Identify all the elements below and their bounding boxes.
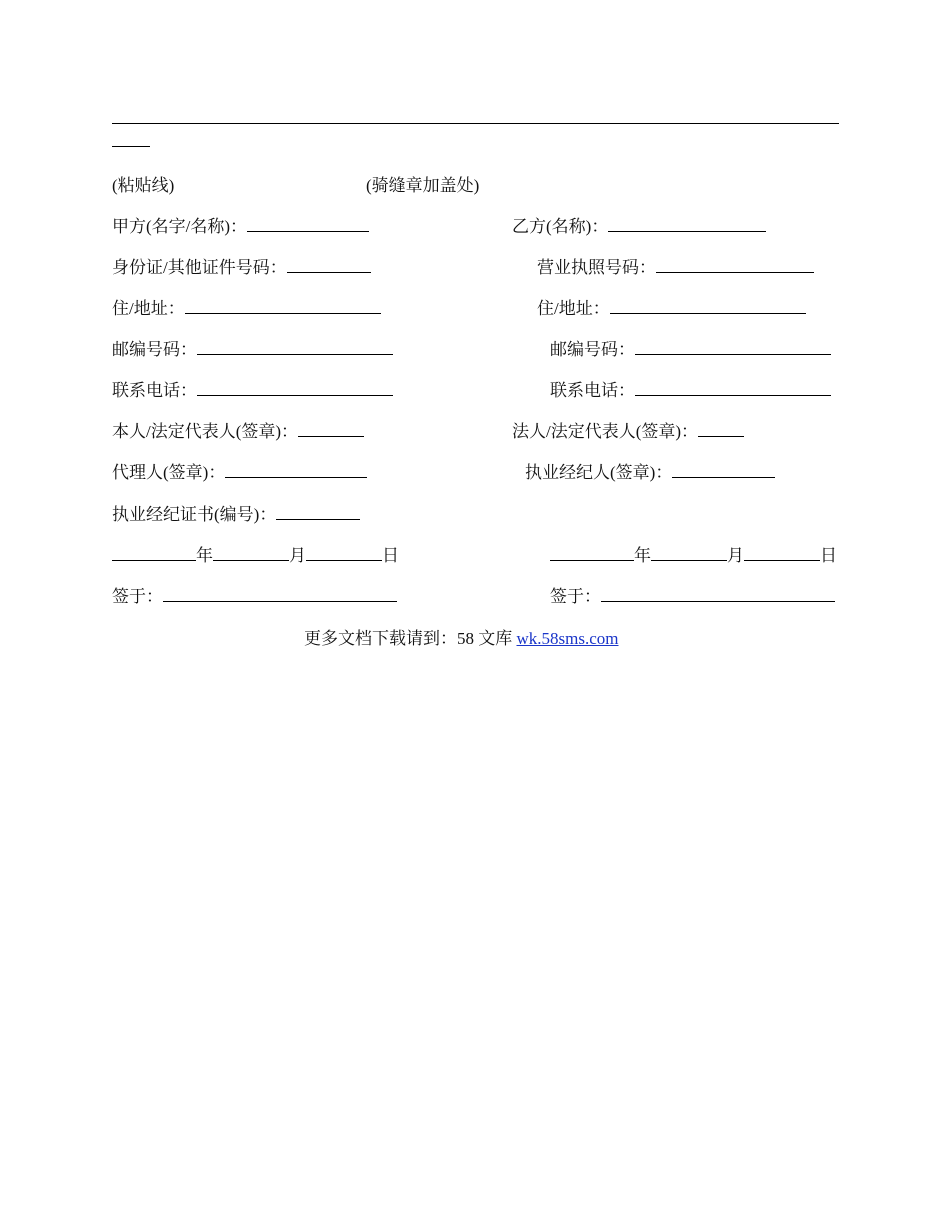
party-a-phone-field: [112, 380, 393, 402]
paste-line-label: (粘贴线): [112, 176, 175, 195]
party-a-cert-label: 执业经纪证书(编号)：: [112, 505, 277, 524]
party-b-broker-blank[interactable]: [672, 463, 775, 478]
party-b-license-field: [537, 257, 814, 279]
party-b-address-label: 住/地址：: [537, 299, 610, 318]
party-b-broker-field: [525, 462, 775, 484]
party-a-rep-blank[interactable]: [298, 422, 364, 437]
party-b-name-label: 乙方(名称)：: [512, 217, 609, 236]
party-b-postcode-blank[interactable]: [635, 340, 831, 355]
party-a-name-label: 甲方(名字/名称)：: [112, 217, 248, 236]
party-b-day-blank[interactable]: [744, 546, 820, 561]
party-a-phone-label: 联系电话：: [112, 381, 197, 400]
party-b-postcode-label: 邮编号码：: [550, 340, 635, 359]
party-a-phone-blank[interactable]: [197, 381, 393, 396]
party-b-postcode-field: [550, 339, 831, 361]
party-a-cert-field: [112, 504, 360, 526]
party-b-phone-field: [550, 380, 831, 402]
party-a-day-label: 日: [382, 546, 399, 565]
party-a-month-label: 月: [289, 546, 306, 565]
party-a-agent-label: 代理人(签章)：: [112, 463, 226, 482]
party-a-rep-label: 本人/法定代表人(签章)：: [112, 422, 299, 441]
party-a-agent-field: [112, 462, 367, 484]
party-b-name-field: [512, 216, 766, 238]
party-b-rep-field: [512, 421, 744, 443]
party-b-month-label: 月: [727, 546, 744, 565]
party-b-date-field: [550, 545, 837, 567]
party-b-license-blank[interactable]: [656, 258, 814, 273]
party-b-address-field: [537, 298, 806, 320]
footer-text: 更多文档下载请到：58 文库: [304, 629, 517, 648]
party-a-postcode-blank[interactable]: [197, 340, 393, 355]
party-a-id-blank[interactable]: [287, 258, 371, 273]
party-b-phone-blank[interactable]: [635, 381, 831, 396]
paste-rule-line-continuation: [112, 146, 150, 147]
party-a-date-field: [112, 545, 399, 567]
party-b-license-label: 营业执照号码：: [537, 258, 656, 277]
party-a-signed-at-field: [112, 586, 397, 608]
party-a-name-blank[interactable]: [247, 217, 369, 232]
party-a-postcode-label: 邮编号码：: [112, 340, 197, 359]
party-a-signed-at-blank[interactable]: [163, 587, 397, 602]
party-b-year-blank[interactable]: [550, 546, 634, 561]
paste-rule-line: [112, 123, 839, 124]
footer-note: [304, 628, 724, 650]
party-b-signed-at-field: [550, 586, 835, 608]
party-b-signed-at-label: 签于：: [550, 587, 601, 606]
party-b-day-label: 日: [820, 546, 837, 565]
party-b-signed-at-blank[interactable]: [601, 587, 835, 602]
party-b-rep-label: 法人/法定代表人(签章)：: [512, 422, 699, 441]
party-a-address-field: [112, 298, 381, 320]
party-a-agent-blank[interactable]: [225, 463, 367, 478]
party-a-id-field: [112, 257, 371, 279]
party-b-month-blank[interactable]: [651, 546, 727, 561]
party-a-signed-at-label: 签于：: [112, 587, 163, 606]
party-a-year-blank[interactable]: [112, 546, 196, 561]
seal-label: (骑缝章加盖处): [366, 176, 480, 195]
party-a-address-label: 住/地址：: [112, 299, 185, 318]
party-b-broker-label: 执业经纪人(签章)：: [525, 463, 673, 482]
party-a-day-blank[interactable]: [306, 546, 382, 561]
party-a-year-label: 年: [196, 546, 213, 565]
party-b-address-blank[interactable]: [610, 299, 806, 314]
party-a-cert-blank[interactable]: [276, 505, 360, 520]
party-a-postcode-field: [112, 339, 393, 361]
party-a-rep-field: [112, 421, 364, 443]
party-b-name-blank[interactable]: [608, 217, 766, 232]
party-b-rep-blank[interactable]: [698, 422, 744, 437]
party-a-address-blank[interactable]: [185, 299, 381, 314]
party-b-phone-label: 联系电话：: [550, 381, 635, 400]
party-a-month-blank[interactable]: [213, 546, 289, 561]
party-a-name-field: [112, 216, 369, 238]
footer-link[interactable]: wk.58sms.com: [516, 629, 619, 648]
party-b-year-label: 年: [634, 546, 651, 565]
party-a-id-label: 身份证/其他证件号码：: [112, 258, 287, 277]
